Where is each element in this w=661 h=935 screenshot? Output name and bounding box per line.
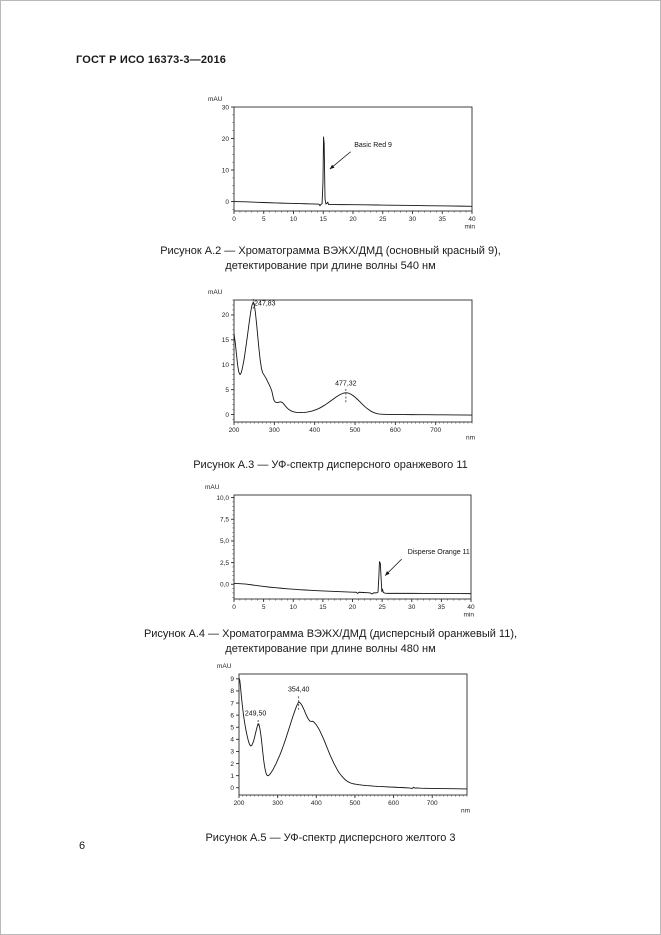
figure-a3 (204, 284, 484, 454)
x-tick-label: 25 (379, 216, 387, 223)
x-tick-label: 10 (289, 216, 298, 223)
y-tick-label: 10,0 (216, 494, 229, 502)
x-tick-label: 600 (389, 427, 401, 434)
figure-a5-caption-line1: Рисунок А.5 — УФ-спектр дисперсного желтого 3 (205, 832, 456, 844)
x-tick-label: 30 (408, 604, 416, 611)
x-tick-label: 15 (319, 604, 327, 611)
y-tick-label: 20 (221, 135, 229, 143)
y-tick-label: 10 (221, 167, 229, 175)
figure-a5 (213, 660, 483, 828)
y-tick-label: 0 (225, 411, 229, 419)
chart-svg (213, 660, 483, 828)
x-tick-label: 35 (438, 216, 446, 223)
series-detector-signal-480nm (234, 562, 471, 594)
y-tick-label: 5 (230, 724, 234, 732)
figure-a2-caption-line2: детектирование при длине волны 540 нм (225, 260, 436, 272)
figure-a4 (201, 479, 481, 629)
x-tick-label: 700 (426, 800, 438, 807)
annotation-label: Disperse Orange 11 (407, 548, 470, 556)
figure-a2 (204, 91, 484, 241)
x-tick-label: 40 (468, 216, 476, 223)
x-tick-label: 5 (261, 604, 266, 611)
y-tick-label: 20 (221, 312, 229, 320)
x-tick-label: 10 (289, 604, 297, 611)
y-tick-label: 2,5 (219, 559, 229, 567)
y-tick-label: 5 (225, 386, 229, 394)
figure-a5-caption (1, 831, 660, 846)
y-tick-label: 0 (225, 198, 229, 206)
figure-a3-caption (1, 458, 660, 473)
x-tick-label: 40 (467, 604, 475, 611)
figure-a2-caption (1, 244, 660, 274)
y-tick-label: 30 (221, 104, 229, 112)
series-uv-spectrum-disperse-yellow-3 (239, 678, 467, 789)
figure-a4-chromatogram-chart (201, 479, 481, 629)
x-tick-label: 15 (319, 216, 327, 223)
x-axis-unit-label: nm (465, 434, 475, 442)
y-tick-label: 1 (230, 772, 234, 780)
x-tick-label: 0 (232, 604, 236, 611)
figure-a2-chromatogram-chart (204, 91, 484, 241)
page-number: 6 (79, 840, 86, 852)
y-tick-label: 15 (221, 337, 229, 345)
x-tick-label: 300 (272, 800, 284, 807)
x-tick-label: 30 (408, 216, 417, 223)
x-tick-label: 20 (348, 604, 357, 611)
annotation-label: 247,83 (254, 300, 276, 308)
y-tick-label: 5,0 (219, 538, 229, 546)
y-axis-unit-label: mAU (208, 289, 223, 296)
annotation-label: 354,40 (287, 686, 310, 694)
x-tick-label: 200 (228, 427, 240, 434)
x-axis-unit-label: min (464, 223, 475, 231)
axes-frame (236, 674, 467, 798)
chart-svg (204, 284, 484, 454)
y-tick-label: 3 (230, 748, 234, 756)
x-tick-label: 25 (378, 604, 386, 611)
annotation-label: Basic Red 9 (354, 142, 392, 150)
y-tick-label: 8 (230, 688, 234, 696)
x-tick-label: 700 (430, 427, 442, 434)
series-uv-spectrum-disperse-orange-11 (234, 302, 472, 415)
x-tick-label: 0 (232, 216, 236, 223)
y-tick-label: 2 (230, 760, 234, 768)
figure-a3-caption-line1: Рисунок А.3 — УФ-спектр дисперсного оранжевого 11 (193, 459, 468, 471)
annotation-label: 249,50 (244, 710, 267, 718)
y-tick-label: 7 (230, 700, 234, 708)
chart-svg (201, 479, 481, 629)
x-tick-label: 35 (437, 604, 445, 611)
x-tick-label: 400 (309, 427, 321, 434)
y-tick-label: 7,5 (219, 516, 229, 524)
y-tick-label: 0,0 (219, 581, 229, 589)
axes-frame (231, 300, 472, 425)
figure-a4-caption-line1: Рисунок А.4 — Хроматограмма ВЭЖХ/ДМД (дисперсный оранжевый 11), (143, 628, 518, 640)
annotation-label: 477,32 (335, 380, 357, 388)
y-tick-label: 6 (230, 712, 234, 720)
chart-svg (204, 91, 484, 241)
y-axis-unit-label: mAU (208, 96, 223, 103)
series-detector-signal-540nm (234, 137, 472, 206)
axes-frame (231, 107, 472, 214)
figure-a4-caption-line2: детектирование при длине волны 480 нм (225, 643, 436, 655)
x-tick-label: 500 (349, 427, 361, 434)
y-tick-label: 10 (221, 362, 229, 370)
y-axis-unit-label: mAU (205, 484, 220, 491)
y-axis-unit-label: mAU (217, 663, 232, 670)
y-tick-label: 4 (230, 736, 234, 744)
x-tick-label: 600 (388, 800, 400, 807)
x-tick-label: 300 (268, 427, 280, 434)
y-tick-label: 9 (230, 676, 234, 684)
x-tick-label: 400 (310, 800, 322, 807)
y-tick-label: 0 (230, 785, 234, 793)
x-axis-unit-label: nm (460, 807, 470, 815)
page-header-title: ГОСТ Р ИСО 16373-3—2016 (76, 54, 227, 66)
x-axis-unit-label: min (463, 611, 474, 619)
figure-a5-uv-spectrum-chart (213, 660, 483, 828)
x-tick-label: 500 (349, 800, 361, 807)
x-tick-label: 5 (261, 216, 266, 223)
x-tick-label: 20 (349, 216, 357, 223)
figure-a3-uv-spectrum-chart (204, 284, 484, 454)
figure-a2-caption-line1: Рисунок А.2 — Хроматограмма ВЭЖХ/ДМД (основный красный 9), (160, 245, 501, 257)
figure-a4-caption (1, 627, 660, 657)
x-tick-label: 200 (233, 800, 245, 807)
